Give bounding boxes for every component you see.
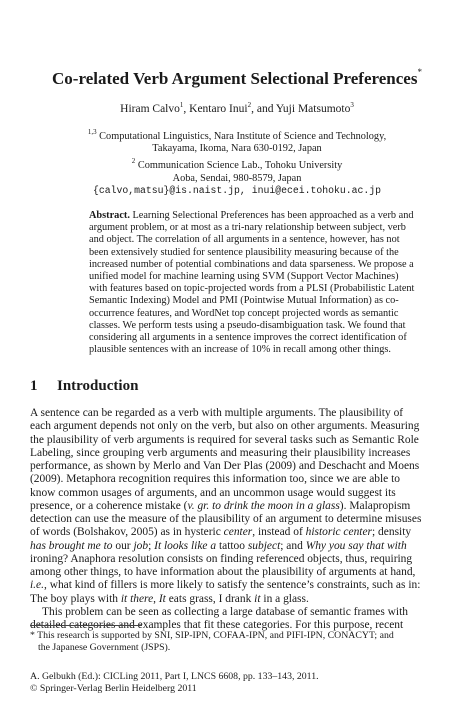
affiliation-line: Takayama, Ikoma, Nara 630-0192, Japan — [152, 143, 322, 155]
affil-text: Communication Science Lab., Tohoku University — [135, 160, 343, 172]
affil-mark: 1,3 — [87, 128, 97, 136]
footnote-line: * This research is supported by SNI, SIP-IPN, COFAA-IPN, and PIFI-IPN, CONACYT; and — [30, 630, 394, 641]
abstract-line: Semantic Indexing) Model and PMI (Pointwise Mutual Information) as co- — [89, 295, 399, 307]
text-span: tattoo — [216, 539, 248, 552]
author-emails: {calvo,matsu}@is.naist.jp, inui@ecei.tohoku.ac.jp — [92, 184, 382, 196]
abstract-label: Abstract. — [89, 210, 130, 221]
body-line: each argument depends not only on the verb, but also on other arguments. Measuring — [30, 420, 420, 433]
body-line — [30, 500, 448, 513]
paper-title — [0, 62, 474, 89]
abstract-line: increased number of potential combinations and data sparseness. We propose a — [89, 258, 414, 270]
abstract-line: argument problem, or at most as a tri-nary relationship between subject, verb — [89, 222, 406, 234]
text-span: ? Anaphora resolution consists on finding referenced objects, thus, requiring — [63, 552, 413, 565]
italic-span: job — [133, 539, 149, 552]
abstract — [89, 210, 415, 356]
abstract-line: plausible sentences with an increase of 10% in recall among other things. — [89, 344, 391, 356]
text-span: , instead of — [252, 526, 306, 539]
abstract-line: considering all arguments in a sentence improves the correct identification of — [89, 332, 407, 344]
italic-span: v. gr. to drink the moon in a glass — [187, 499, 340, 512]
author-separator: , and — [251, 103, 276, 115]
body-line: the plausibility of verb arguments is required for several tasks such as Semantic Role — [30, 433, 419, 446]
author-affil-mark: 2 — [247, 101, 252, 109]
footnote-divider — [30, 625, 142, 626]
title-footnote-mark: * — [417, 67, 422, 77]
italic-span: has brought me to — [30, 539, 113, 552]
italic-span: it there — [120, 592, 154, 605]
text-span: , — [153, 592, 159, 605]
text-span: , what kind of fillers is more likely to satisfy the sentence’s constraints, such as in: — [43, 579, 421, 592]
author-separator: , — [183, 103, 190, 115]
body-line: know common usages of arguments, and an uncommon usage would suggest its — [30, 486, 396, 499]
abstract-line: and object. The correlation of all arguments in a sentence, however, has not — [89, 234, 400, 246]
text-span: ; — [148, 539, 155, 552]
body-line: (2009). Metaphora recognition requires this information too, since we are able to — [30, 473, 401, 486]
body-line: Labeling, since grouping verb arguments and measuring their plausibility increases — [30, 446, 411, 459]
body-line: This problem can be seen as collecting a large database of semantic frames with — [42, 605, 408, 618]
affiliation-line: Aoba, Sendai, 980-8579, Japan — [172, 172, 302, 184]
section-number: 1 — [30, 378, 38, 394]
body-line: detailed categories and examples that fit these categories. For this purpose, recent — [30, 619, 404, 631]
abstract-line: occurrence features, and WordNet top concept projected words as semantic — [89, 307, 399, 319]
abstract-line: with features based on topic-projected words from a PLSI (Probabilistic Latent — [89, 283, 415, 295]
footnote — [30, 630, 450, 654]
italic-span: Why you say that with — [305, 539, 407, 552]
author-name: Yuji Matsumoto — [275, 103, 351, 115]
author-name: Hiram Calvo — [120, 103, 180, 115]
affiliation-line — [0, 155, 474, 172]
affiliation-line — [0, 126, 474, 143]
body-text — [30, 407, 448, 632]
italic-span: historic center — [305, 526, 373, 539]
text-span: eats grass, I drank — [165, 592, 255, 605]
body-line — [30, 579, 448, 592]
title-text: Co-related Verb Argument Selectional Preferences — [52, 69, 418, 88]
text-span: presence, or a coherence mistake ( — [30, 499, 188, 512]
italic-span: subject — [247, 539, 281, 552]
section-title: Introduction — [57, 378, 139, 394]
text-span: ; density — [372, 526, 412, 539]
text-span: ; and — [280, 539, 306, 552]
body-line — [30, 540, 448, 553]
author-affil-mark: 1 — [179, 101, 184, 109]
affil-mark: 2 — [131, 157, 136, 166]
section-heading — [30, 377, 138, 395]
body-line: detection can use the measure of the plausibility of an argument to determine misuses — [30, 513, 422, 525]
text-span: our — [112, 539, 134, 552]
abstract-line: been extensively studied for sentence plausibility measuring because of the — [89, 246, 399, 258]
footnote-line: the Japanese Government (JSPS). — [38, 641, 171, 653]
italic-span: It — [158, 592, 166, 605]
affiliations — [0, 126, 474, 197]
author-name: Kentaro Inui — [189, 103, 248, 115]
copyright-line: © Springer-Verlag Berlin Heidelberg 2011 — [30, 682, 197, 694]
text-span: of words (Bolshakov, 2005) as in hysteric — [30, 526, 224, 539]
body-line — [30, 553, 448, 566]
body-line: among other things, to have information about the plausibility of arguments at hand, — [30, 566, 416, 578]
publication-info — [30, 671, 450, 695]
abstract-line: classes. We perform tests using a pseudo-disambiguation task. We found that — [89, 319, 406, 331]
body-line: performance, as shown by Merlo and Van Der Plas (2009) and Deschacht and Moens — [30, 460, 420, 472]
text-span: in a glass. — [260, 592, 309, 605]
citation-line: A. Gelbukh (Ed.): CICLing 2011, Part I, LNCS 6608, pp. 133–143, 2011. — [30, 671, 319, 682]
text-span: The boy plays with — [30, 592, 121, 605]
body-line — [30, 526, 448, 539]
text-span: ). Malapropism — [339, 499, 411, 512]
italic-span: It looks like a — [154, 539, 217, 552]
author-list — [0, 98, 474, 116]
affil-text: Computational Linguistics, Nara Institute of Science and Technology, — [96, 131, 387, 142]
abstract-line — [89, 210, 414, 222]
text-span: ironing — [30, 552, 64, 565]
abstract-text: Learning Selectional Preferences has been approached as a verb and — [129, 210, 414, 221]
italic-span: center — [223, 526, 253, 539]
abstract-line: unified model for machine learning using SVM (Support Vector Machines) — [89, 271, 399, 283]
body-line: A sentence can be regarded as a verb with multiple arguments. The plausibility of — [30, 407, 404, 419]
author-affil-mark: 3 — [350, 101, 354, 109]
body-line — [30, 593, 448, 606]
italic-span: it — [254, 592, 261, 605]
italic-span: i.e. — [30, 579, 44, 592]
